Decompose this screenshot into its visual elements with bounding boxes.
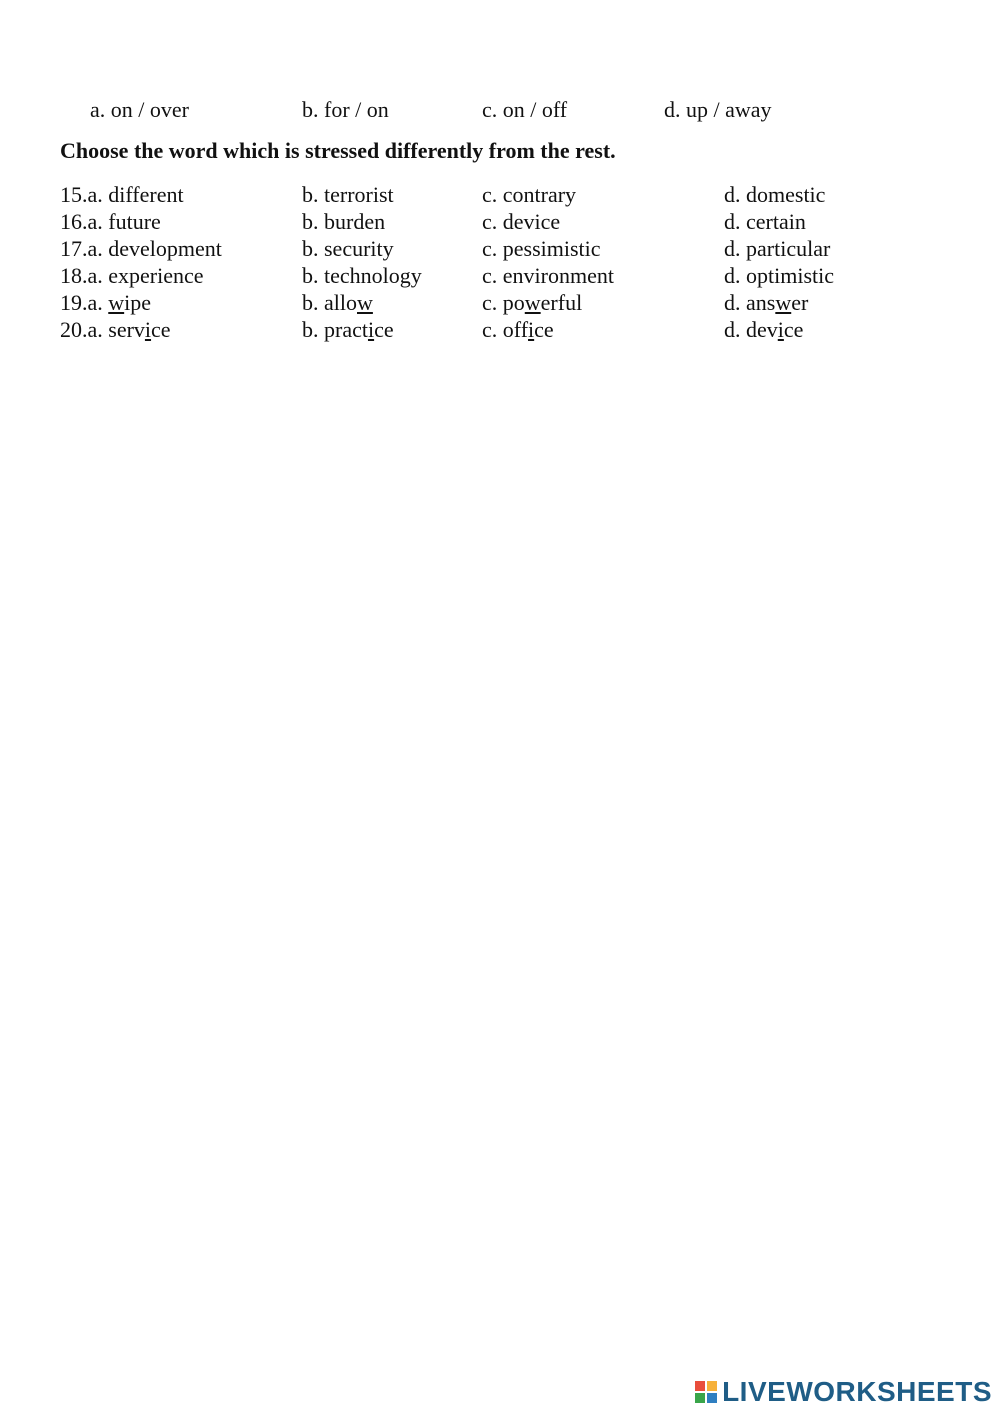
section-heading: Choose the word which is stressed differently from the rest. [60, 138, 616, 163]
option-text: c. environment [482, 263, 614, 288]
option-text-rest: ipe [124, 290, 152, 315]
option-text: b. allo [302, 290, 357, 315]
option-text: a. different [87, 182, 184, 207]
question-number: 18. [60, 263, 88, 288]
option-text: d. domestic [724, 182, 826, 207]
answer-option [724, 181, 825, 208]
underlined-letter: i [777, 317, 784, 342]
top-option-b: b. for / on [302, 97, 389, 122]
answer-option [724, 208, 806, 235]
option-text: a. [87, 290, 109, 315]
answer-option [302, 316, 394, 343]
answer-option [482, 235, 601, 262]
answer-option [302, 181, 394, 208]
underlined-letter: w [524, 290, 541, 315]
underlined-letter: i [367, 317, 375, 342]
option-text-rest: ce [534, 317, 554, 342]
option-text: d. optimistic [724, 263, 834, 288]
answer-option [60, 316, 171, 343]
option-text-rest: ce [783, 317, 804, 342]
answer-option [482, 289, 582, 316]
answer-option [482, 262, 614, 289]
answer-option [302, 262, 422, 289]
underlined-letter: w [357, 290, 373, 315]
option-text: a. experience [87, 263, 204, 288]
option-text: a. future [87, 209, 161, 234]
option-text: c. contrary [482, 182, 577, 207]
question-number: 19. [60, 290, 88, 315]
option-text: a. serv [87, 317, 145, 342]
answer-option [724, 289, 808, 316]
option-text: a. development [87, 236, 222, 261]
question-row [0, 235, 1000, 262]
option-text: b. security [302, 236, 394, 261]
option-text: b. burden [302, 209, 386, 234]
underlined-letter: i [528, 317, 535, 342]
question-number: 20. [60, 317, 88, 342]
option-text: d. particular [724, 236, 831, 261]
question-row [0, 181, 1000, 208]
answer-option [302, 289, 373, 316]
question-number: 17. [60, 236, 88, 261]
question-row [0, 289, 1000, 316]
top-options-row [0, 96, 1000, 123]
option-text: c. pessimistic [482, 236, 601, 261]
answer-option [302, 235, 394, 262]
option-text-rest: ce [374, 317, 394, 342]
question-row [0, 208, 1000, 235]
option-text: b. pract [302, 317, 368, 342]
answer-option [60, 289, 151, 316]
option-text: d. dev [724, 317, 778, 342]
answer-option [60, 262, 204, 289]
answer-option [302, 208, 385, 235]
answer-option [60, 181, 184, 208]
question-number: 15. [60, 182, 88, 207]
answer-option [60, 235, 222, 262]
answer-option [724, 262, 834, 289]
underlined-letter: w [108, 290, 125, 315]
liveworksheets-logo [695, 1375, 992, 1409]
question-row [0, 262, 1000, 289]
option-text-rest: ce [151, 317, 171, 342]
top-option-d: d. up / away [664, 97, 772, 122]
option-text-rest: er [791, 290, 809, 315]
option-text: b. terrorist [302, 182, 394, 207]
option-text: d. ans [724, 290, 776, 315]
logo-mark-icon [695, 1381, 717, 1403]
underlined-letter: w [775, 290, 792, 315]
option-text: d. certain [724, 209, 806, 234]
option-text: c. off [482, 317, 529, 342]
answer-option [724, 316, 803, 343]
option-text: c. po [482, 290, 525, 315]
option-text: c. device [482, 209, 561, 234]
answer-option [724, 235, 830, 262]
top-option-c: c. on / off [482, 97, 568, 122]
answer-option [482, 316, 554, 343]
option-text-rest: erful [540, 290, 583, 315]
answer-option [482, 208, 560, 235]
question-number: 16. [60, 209, 88, 234]
question-row [0, 316, 1000, 343]
underlined-letter: i [144, 317, 152, 342]
answer-option [60, 208, 161, 235]
top-option-a: a. on / over [90, 97, 189, 122]
logo-text: LIVEWORKSHEETS [722, 1376, 992, 1407]
option-text: b. technology [302, 263, 422, 288]
answer-option [482, 181, 576, 208]
